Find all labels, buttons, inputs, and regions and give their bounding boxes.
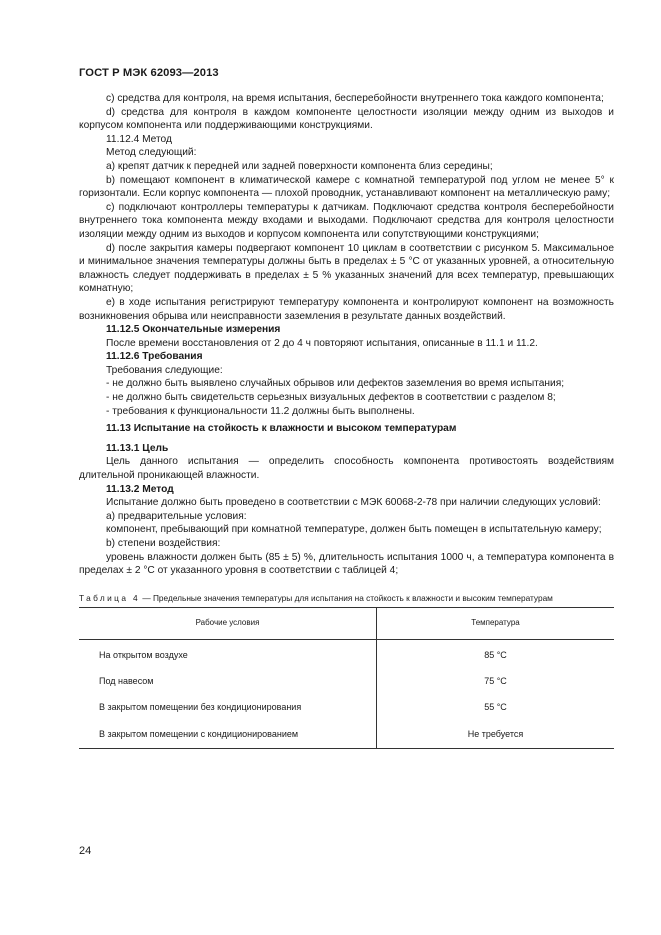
condition-cell: В закрытом помещении без кондиционирования bbox=[79, 695, 377, 721]
temperature-cell: 75 °С bbox=[484, 676, 507, 687]
paragraph: d) после закрытия камеры подвергают компонент 10 циклам в соответствии с рисунком 5. Максимальное и минимальное значения температуры должны быть в пределах ± 5 °С от указанных уровней, а относительную влажность следует поддерживать в пределах ± 5 % указанных значений для всех температур, превышающих комнатную; bbox=[79, 242, 614, 295]
paragraph: b) помещают компонент в климатической камере с комнатной температурой под углом не менее 5° к горизонтали. Если корпус компонента — плохой проводник, устанавливают компонент на металлическую раму; bbox=[79, 174, 614, 200]
paragraph: 11.12.4 Метод bbox=[106, 133, 172, 145]
paragraph: компонент, пребывающий при комнатной температуре, должен быть помещен в испытательную камеру; bbox=[106, 524, 602, 536]
paragraph: Метод следующий: bbox=[106, 147, 197, 159]
document-header: ГОСТ Р МЭК 62093—2013 bbox=[79, 67, 219, 79]
paragraph: Цель данного испытания — определить способность компонента противостоять воздействиям длительной проникающей влажности. bbox=[79, 456, 614, 482]
section-heading: 11.13.1 Цель bbox=[106, 442, 169, 454]
paragraph: - не должно быть выявлено случайных обрывов или дефектов заземления во время испытания; bbox=[106, 378, 565, 390]
section-heading: 11.12.6 Требования bbox=[106, 351, 203, 363]
page-content bbox=[79, 92, 614, 749]
paragraph: c) подключают контроллеры температуры к датчикам. Подключают средства контроля бесперебойности внутреннего тока компонента между входами и выходами. Подключают средства для контроля целостности изоляции между одним из выходов и корпусом компонента или сопутствующими конструкциями; bbox=[79, 201, 614, 240]
paragraph: - требования к функциональности 11.2 должны быть выполнены. bbox=[106, 405, 415, 417]
temperature-cell: Не требуется bbox=[377, 721, 615, 748]
table-header-row bbox=[79, 607, 614, 639]
paragraph: - не должно быть свидетельств серьезных визуальных дефектов в соответствии с разделом 8; bbox=[106, 392, 556, 404]
section-heading: 11.13.2 Метод bbox=[106, 483, 174, 495]
header-temperature: Температура bbox=[377, 607, 615, 639]
table-caption-text: — Предельные значения температуры для испытания на стойкость к влажности и высоким температурам bbox=[140, 592, 553, 603]
table-row bbox=[79, 695, 614, 721]
paragraph: e) в ходе испытания регистрируют температуру компонента и контролируют компонент на возможность возникновения обрыва или неисправности заземления в результате данных воздействий. bbox=[79, 296, 614, 322]
table-row bbox=[79, 669, 614, 695]
temperature-cell: 85 °С bbox=[484, 650, 507, 661]
page-number: 24 bbox=[79, 845, 92, 857]
condition-cell: В закрытом помещении с кондиционированием bbox=[79, 721, 377, 748]
table-caption-label: Таблица 4 bbox=[79, 592, 141, 603]
paragraph: d) средства для контроля в каждом компоненте целостности изоляции между одним из выходов и корпусом компонента или поддерживающими конструкциями. bbox=[79, 106, 614, 132]
paragraph: После времени восстановления от 2 до 4 ч повторяют испытания, описанные в 11.1 и 11.2. bbox=[106, 337, 538, 349]
condition-cell: На открытом воздухе bbox=[79, 639, 377, 669]
table-row bbox=[79, 639, 614, 669]
paragraph: Требования следующие: bbox=[106, 364, 223, 376]
header-operating-conditions: Рабочие условия bbox=[79, 607, 377, 639]
temperature-limits-table bbox=[79, 607, 614, 749]
paragraph: a) крепят датчик к передней или задней поверхности компонента близ середины; bbox=[106, 160, 493, 172]
paragraph: c) средства для контроля, на время испытания, бесперебойности внутреннего тока каждого компонента; bbox=[106, 93, 604, 104]
temperature-cell: 55 °С bbox=[484, 702, 507, 713]
paragraph: b) степени воздействия: bbox=[106, 538, 221, 549]
table-caption bbox=[79, 593, 614, 604]
section-heading: 11.13 Испытание на стойкость к влажности и высоком температурам bbox=[106, 423, 457, 435]
paragraph: Испытание должно быть проведено в соответствии с МЭК 60068-2-78 при наличии следующих условий: bbox=[106, 497, 601, 509]
table-row bbox=[79, 721, 614, 748]
condition-cell: Под навесом bbox=[79, 669, 377, 695]
paragraph: a) предварительные условия: bbox=[106, 510, 247, 522]
text-blocks bbox=[79, 92, 614, 578]
section-heading: 11.12.5 Окончательные измерения bbox=[106, 324, 281, 336]
paragraph: уровень влажности должен быть (85 ± 5) %, длительность испытания 1000 ч, а температура компонента в пределах ± 2 °С от указанного уровня в соответствии с таблицей 4; bbox=[79, 551, 614, 577]
